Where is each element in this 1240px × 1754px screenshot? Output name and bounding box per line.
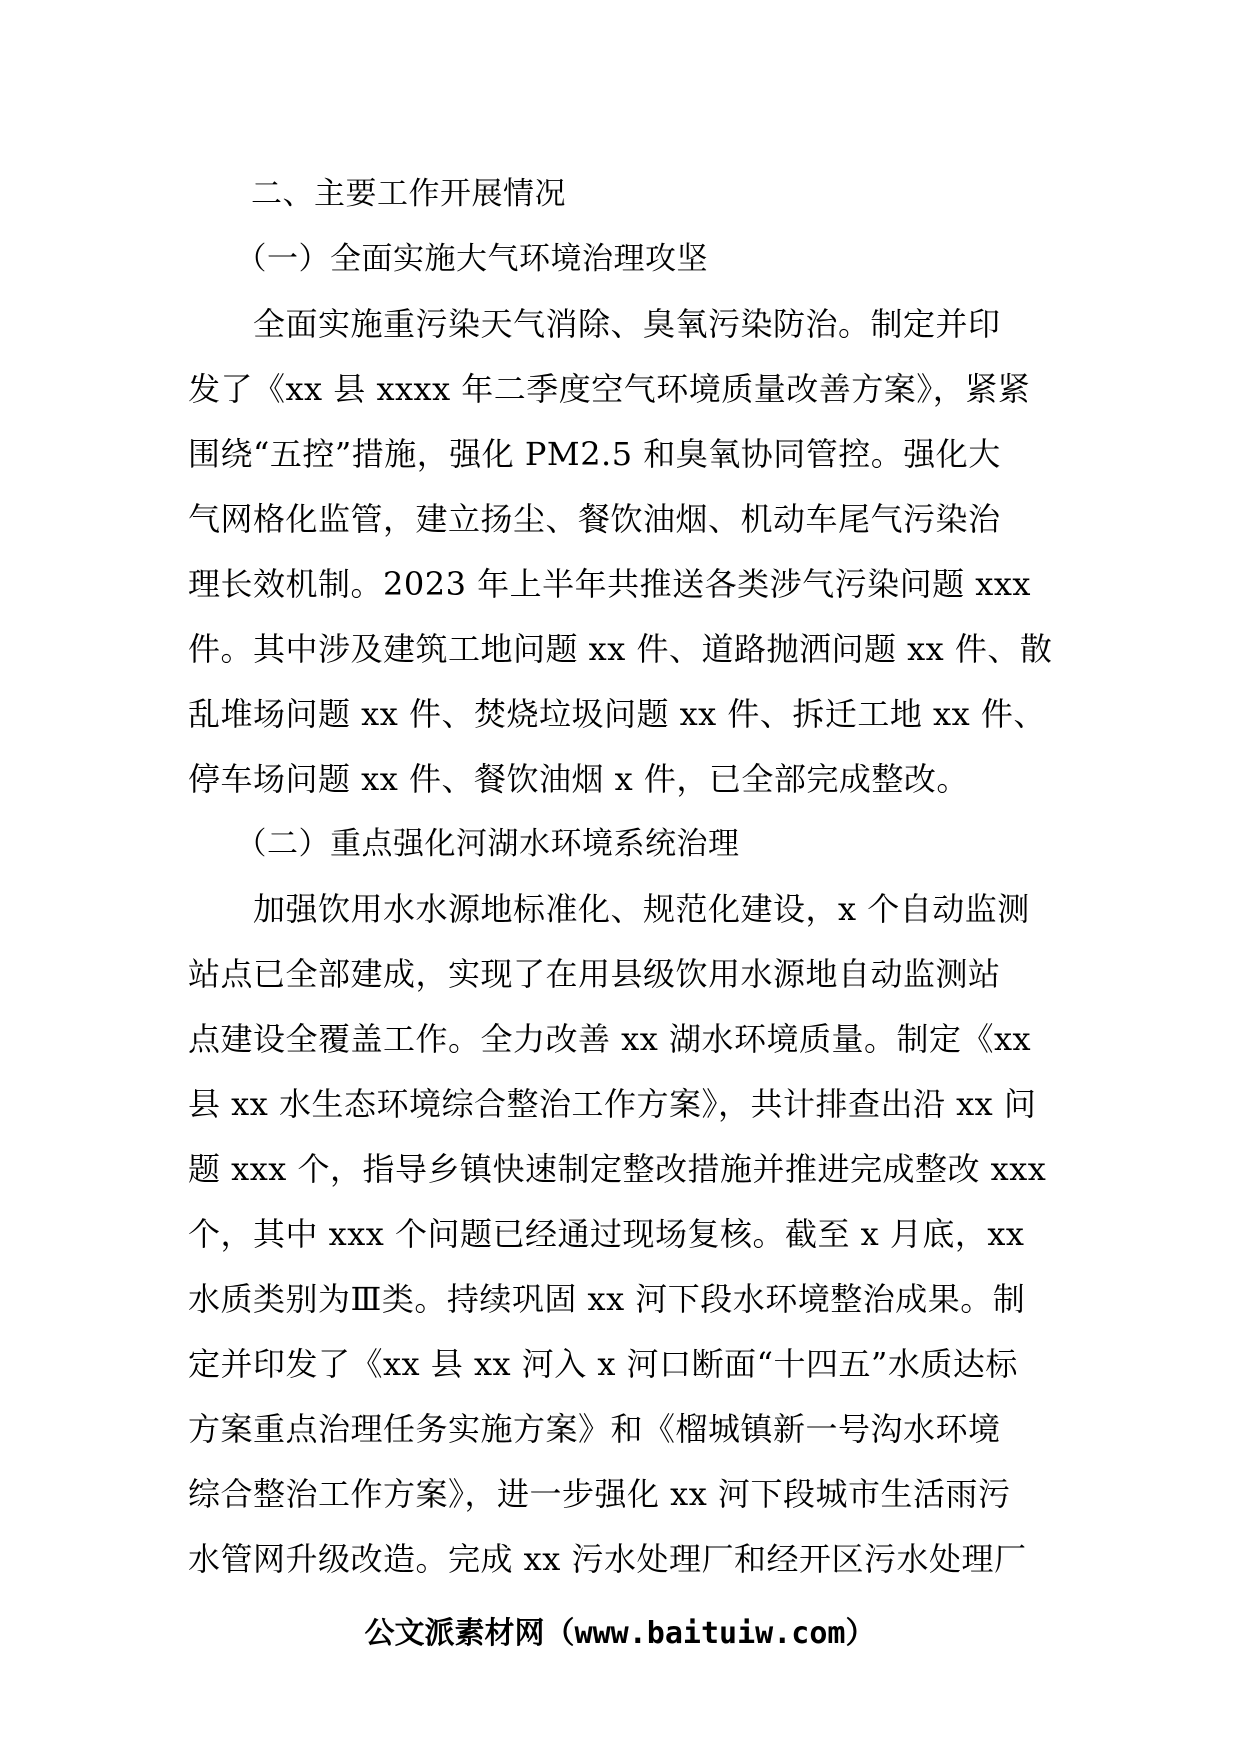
document-body [188, 162, 1054, 1592]
footer-watermark: 公文派素材网（www.baituiw.com） [364, 1616, 876, 1651]
paragraph-line: 停车场问题 xx 件、餐饮油烟 x 件，已全部完成整改。 [188, 760, 969, 798]
subsection-heading: （二）重点强化河湖水环境系统治理 [188, 826, 740, 862]
paragraph-line: 方案重点治理任务实施方案》和《榴城镇新一号沟水环境 [188, 1410, 1001, 1448]
paragraph-line: 围绕“五控”措施，强化 PM2.5 和臭氧协同管控。强化大 [188, 435, 1001, 473]
paragraph-line: 气网格化监管，建立扬尘、餐饮油烟、机动车尾气污染治 [188, 500, 1001, 538]
paragraph-line: 乱堆场问题 xx 件、焚烧垃圾问题 xx 件、拆迁工地 xx 件、 [188, 695, 1046, 733]
subsection-heading: （一）全面实施大气环境治理攻坚 [188, 241, 708, 277]
paragraph-line: 题 xxx 个，指导乡镇快速制定整改措施并推进完成整改 xxx [188, 1150, 1047, 1188]
paragraph-line: 理长效机制。2023 年上半年共推送各类涉气污染问题 xxx [188, 565, 1031, 603]
paragraph-line: 件。其中涉及建筑工地问题 xx 件、道路抛洒问题 xx 件、散 [188, 630, 1053, 668]
paragraph-line: 站点已全部建成，实现了在用县级饮用水源地自动监测站 [188, 955, 1001, 993]
paragraph-line: 发了《xx 县 xxxx 年二季度空气环境质量改善方案》，紧紧 [188, 370, 1031, 408]
paragraph-line: 定并印发了《xx 县 xx 河入 x 河口断面“十四五”水质达标 [188, 1345, 1018, 1383]
paragraph-line: 点建设全覆盖工作。全力改善 xx 湖水环境质量。制定《xx [188, 1020, 1032, 1058]
paragraph-line: 全面实施重污染天气消除、臭氧污染防治。制定并印 [188, 305, 1001, 343]
paragraph-line: 县 xx 水生态环境综合整治工作方案》，共计排查出沿 xx 问 [188, 1085, 1037, 1123]
paragraph-line: 加强饮用水水源地标准化、规范化建设，x 个自动监测 [188, 890, 1030, 928]
paragraph-line: 水质类别为Ⅲ类。持续巩固 xx 河下段水环境整治成果。制 [188, 1280, 1026, 1318]
paragraph-line: 个，其中 xxx 个问题已经通过现场复核。截至 x 月底，xx [188, 1215, 1025, 1253]
section-heading: 二、主要工作开展情况 [188, 176, 566, 212]
paragraph-line: 综合整治工作方案》，进一步强化 xx 河下段城市生活雨污 [188, 1475, 1011, 1513]
paragraph-line: 水管网升级改造。完成 xx 污水处理厂和经开区污水处理厂 [188, 1540, 1027, 1578]
